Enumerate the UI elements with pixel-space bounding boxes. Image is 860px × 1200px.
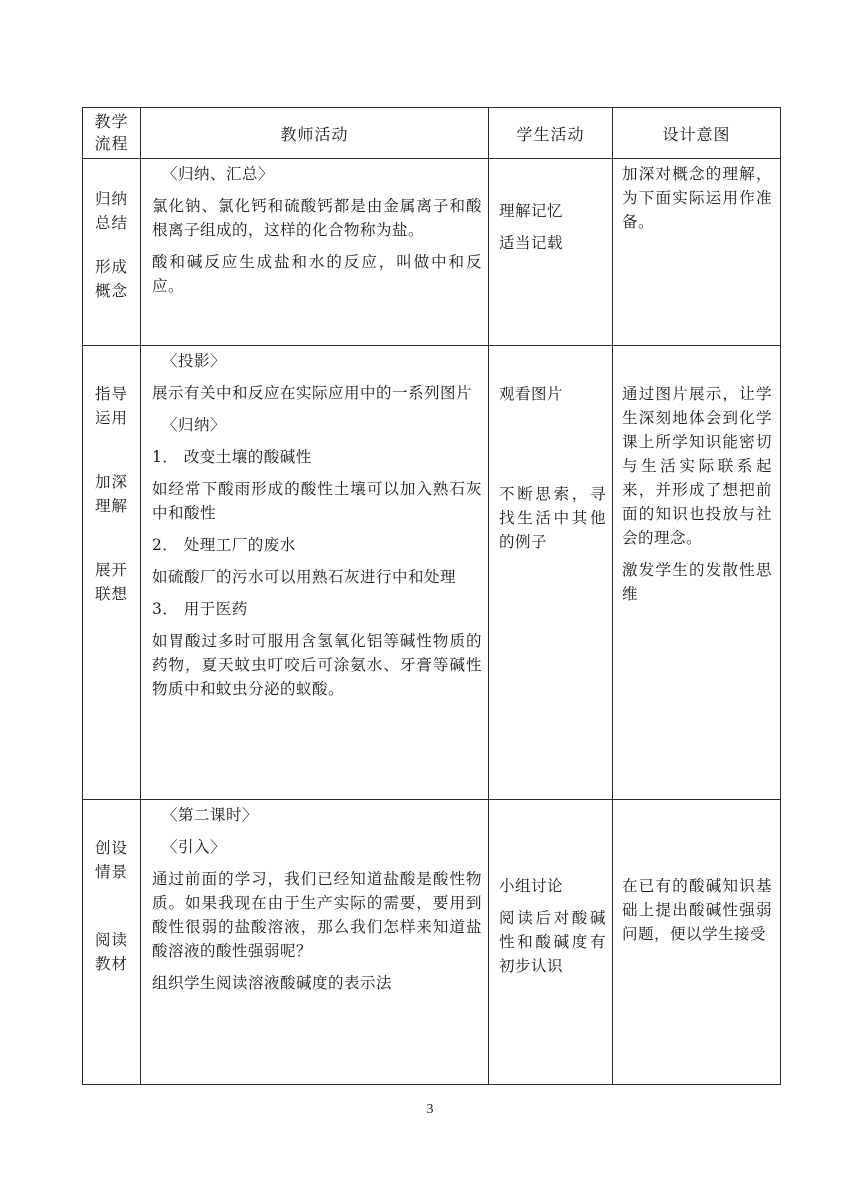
table-row [83,159,781,346]
teacher-text: 〈归纳〉 [162,416,227,434]
teacher-text: 酸和碱反应生成盐和水的反应，叫做中和反应。 [152,253,482,295]
flow-label: 阅读教材 [94,931,128,973]
flow-label: 归纳总结 [94,190,128,232]
student-text: 小组讨论 [499,877,564,895]
teacher-text: 如经常下酸雨形成的酸性土壤可以加入熟石灰中和酸性 [152,480,482,522]
table-row [83,346,781,800]
student-text: 适当记载 [499,234,564,252]
header-student-activity: 学生活动 [489,108,613,159]
intent-text: 激发学生的发散性思维 [622,561,772,603]
table-row [83,800,781,1085]
intent-text: 在已有的酸碱知识基础上提出酸碱性强弱问题，便以学生接受 [622,877,772,943]
flow-cell [83,800,141,1085]
flow-label: 指导运用 [94,385,128,427]
flow-cell [83,346,141,800]
design-intent-cell [613,800,781,1085]
lesson-plan-table [82,107,781,1085]
intent-text: 加深对概念的理解，为下面实际运用作准备。 [622,165,772,231]
student-text: 不断思索，寻找生活中其他的例子 [499,485,606,551]
teacher-text: 组织学生阅读溶液酸碱度的表示法 [152,974,393,992]
flow-cell [83,159,141,346]
teacher-text: 3． 用于医药 [152,600,248,618]
student-text: 阅读后对酸碱性和酸碱度有初步认识 [499,909,606,975]
teacher-text: 氯化钠、氯化钙和硫酸钙都是由金属离子和酸根离子组成的，这样的化合物称为盐。 [152,197,482,239]
page-number: 3 [426,1102,434,1117]
teacher-text: 2． 处理工厂的废水 [152,536,296,554]
intent-text: 通过图片展示，让学生深刻地体会到化学课上所学知识能密切与生活实际联系起来，并形成了想把前面的知识也投放与社会的理念。 [622,385,772,547]
student-text: 观看图片 [499,385,564,403]
teacher-text: 展示有关中和反应在实际应用中的一系列图片 [152,384,473,402]
teacher-text: 如硫酸厂的污水可以用熟石灰进行中和处理 [152,568,457,586]
student-activity-cell [489,346,613,800]
student-activity-cell [489,800,613,1085]
teacher-text: 〈第二课时〉 [162,806,259,824]
teacher-text: 1． 改变土壤的酸碱性 [152,448,312,466]
teacher-activity-cell [141,159,489,346]
header-teaching-flow: 教学流程 [83,108,141,159]
flow-label: 形成概念 [94,258,128,300]
teacher-text: 〈投影〉 [162,352,227,370]
student-text: 理解记忆 [499,202,564,220]
flow-label: 加深理解 [94,473,128,515]
design-intent-cell [613,346,781,800]
teacher-activity-cell [141,346,489,800]
teacher-text: 如胃酸过多时可服用含氢氧化铝等碱性物质的药物，夏天蚊虫叮咬后可涂氨水、牙膏等碱性物质中和蚊虫分泌的蚁酸。 [152,632,482,698]
flow-label: 创设情景 [94,839,128,881]
table-header-row [83,108,781,159]
header-design-intent: 设计意图 [613,108,781,159]
flow-label: 展开联想 [94,561,128,603]
student-activity-cell [489,159,613,346]
design-intent-cell [613,159,781,346]
teacher-text: 〈引入〉 [162,838,227,856]
teacher-text: 〈归纳、汇总〉 [162,165,275,183]
header-teacher-activity: 教师活动 [141,108,489,159]
teacher-text: 通过前面的学习，我们已经知道盐酸是酸性物质。如果我现在由于生产实际的需要，要用到酸性很弱的盐酸溶液，那么我们怎样来知道盐酸溶液的酸性强弱呢？ [152,870,482,960]
teacher-activity-cell [141,800,489,1085]
